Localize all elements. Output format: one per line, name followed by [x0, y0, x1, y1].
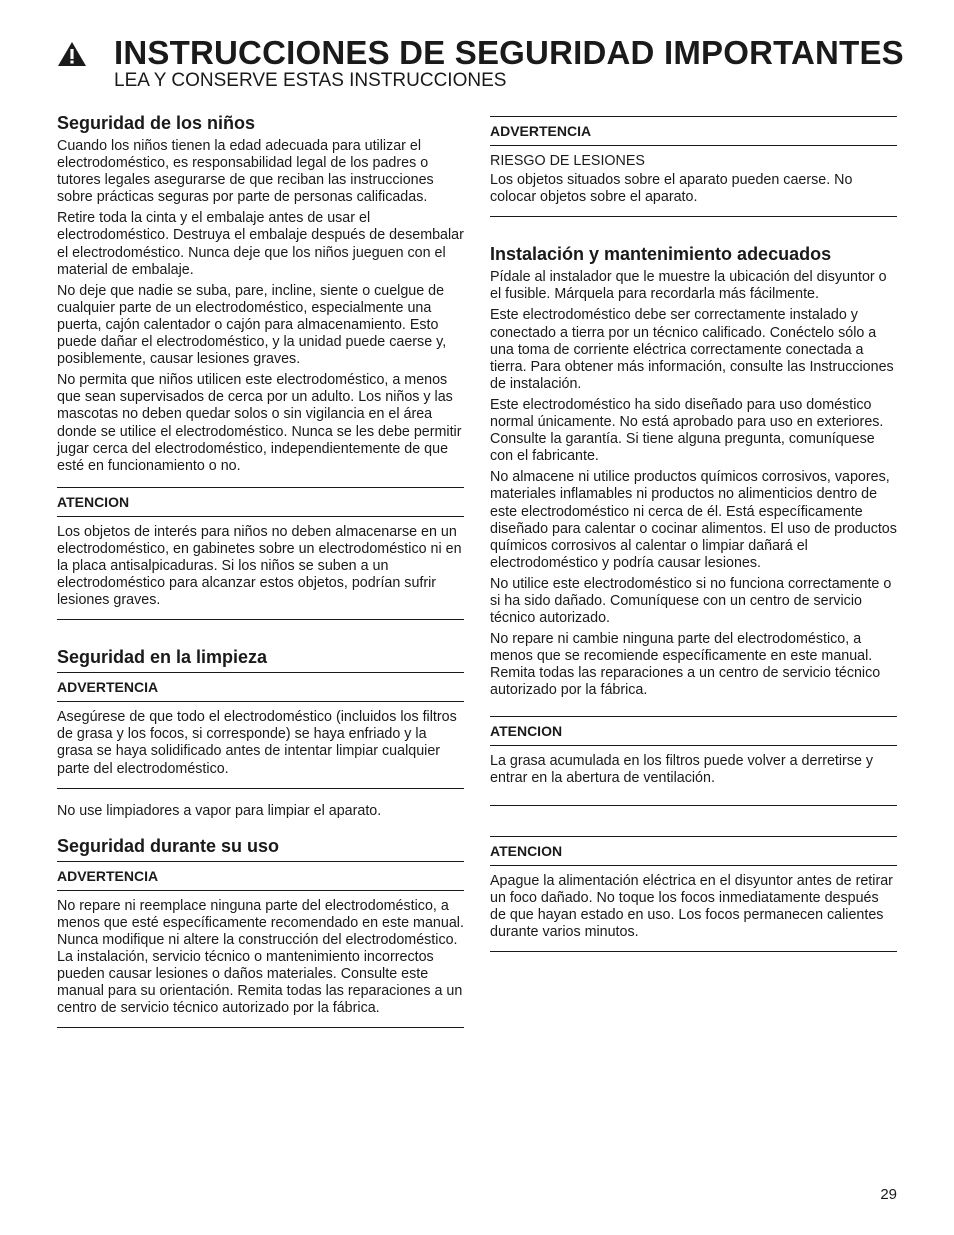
caution-label: ATENCION	[490, 837, 897, 866]
warning-triangle-icon	[57, 41, 87, 67]
caution-label: ATENCION	[57, 488, 464, 517]
paragraph: Este electrodoméstico ha sido diseñado para uso doméstico normal únicamente. No está aprobado para uso en exteriores. Consulte la garantía. Si tiene alguna pregunta, comuníquese con el fabricante.	[490, 396, 884, 465]
caution-text: La grasa acumulada en los filtros puede volver a derretirse y entrar en la abertura de ventilación.	[490, 752, 874, 786]
caution-box	[490, 836, 897, 952]
caution-box	[490, 716, 897, 806]
paragraph: No repare ni cambie ninguna parte del electrodoméstico, a menos que se recomiende específicamente en este manual. Remita todas las reparaciones a un centro de servicio técnico autorizado por la fábrica.	[490, 631, 881, 699]
warning-label: ADVERTENCIA	[57, 862, 464, 891]
paragraph: Retire toda la cinta y el embalaje antes de usar el electrodoméstico. Destruya el embalaje después de desembalar el electrodoméstico. Nunca deje que los niños jueguen con el material de embalaje.	[57, 210, 464, 278]
page-number: 29	[880, 1186, 897, 1203]
warning-subhead: RIESGO DE LESIONES	[490, 153, 645, 169]
right-column	[490, 116, 897, 952]
warning-label: ADVERTENCIA	[57, 673, 464, 702]
warning-text: No repare ni reemplace ninguna parte del electrodoméstico, a menos que esté específicamente recomendado en este manual. Nunca modifique ni altere la construcción del electrodoméstico. La instalación, servicio técnico o mantenimiento incorrectos pueden causar lesiones o daños materiales. Consulte este manual para su orientación. Remita todas las reparaciones a un centro de servicio técnico autorizado por la fábrica.	[57, 897, 464, 1017]
section-heading: Seguridad de los niños	[57, 113, 256, 133]
page-subtitle: LEA Y CONSERVE ESTAS INSTRUCCIONES	[114, 70, 507, 91]
section-child-safety	[57, 112, 464, 620]
paragraph: No almacene ni utilice productos químicos corrosivos, vapores, materiales inflamables ni productos no alimenticios dentro de este electrodoméstico ni cerca de él. Está específicamente diseñado para calentar o cocinar alimentos. El uso de productos químicos corrosivos al calentar o limpiar dañará el electrodoméstico y podría causar lesiones.	[490, 469, 897, 571]
section-cleaning-safety	[57, 646, 464, 819]
caution-label: ATENCION	[490, 717, 897, 746]
paragraph: Pídale al instalador que le muestre la ubicación del disyuntor o el fusible. Márquela para recordarla más fácilmente.	[490, 269, 887, 303]
warning-box	[490, 116, 897, 217]
left-column	[57, 112, 464, 1028]
warning-box	[57, 672, 464, 788]
paragraph: No utilice este electrodoméstico si no funciona correctamente o si ha sido dañado. Comuníquese con un centro de servicio técnico autorizado.	[490, 575, 892, 627]
section-use-safety	[57, 835, 464, 1029]
section-heading: Instalación y mantenimiento adecuados	[490, 244, 832, 265]
page-title: INSTRUCCIONES DE SEGURIDAD IMPORTANTES	[114, 34, 904, 71]
paragraph: No permita que niños utilicen este electrodoméstico, a menos que sean supervisados de cerca por un adulto. Los niños y las mascotas no deben quedar solos o sin vigilancia en el área donde se utilice el electrodoméstico. Nunca se les debe permitir jugar cerca del electrodoméstico, independientemente de que esté en funcionamiento o no.	[57, 372, 462, 474]
caution-box	[57, 487, 464, 620]
paragraph: No use limpiadores a vapor para limpiar el aparato.	[57, 802, 382, 819]
warning-label: ADVERTENCIA	[490, 117, 897, 146]
paragraph: Este electrodoméstico debe ser correctamente instalado y conectado a tierra por un técnico calificado. Conéctelo sólo a una toma de corriente eléctrica correctamente conectada a tierra. Para obtener más información, consulte las Instrucciones de instalación.	[490, 307, 894, 392]
caution-text: Los objetos de interés para niños no deben almacenarse en un electrodoméstico, en gabinetes sobre un electrodoméstico ni en la placa antisalpicaduras. Si los niños se suben a un electrodoméstico para alcanzar estos objetos, podrían sufrir lesiones graves.	[57, 523, 462, 609]
section-heading: Seguridad en la limpieza	[57, 647, 268, 668]
caution-text: Apague la alimentación eléctrica en el disyuntor antes de retirar un foco dañado. No toque los focos inmediatamente después de que hayan estado en uso. Los focos permanecen calientes durante varios minutos.	[490, 872, 893, 940]
warning-text: Asegúrese de que todo el electrodoméstico (incluidos los filtros de grasa y los focos, si corresponde) se haya enfriado y la grasa se haya solidificado antes de intentar limpiar cualquier parte del electrodoméstico.	[57, 709, 457, 777]
paragraph: Cuando los niños tienen la edad adecuada para utilizar el electrodoméstico, es responsabilidad legal de los padres o tutores legales asegurarse de que reciban las instrucciones sobre prácticas seguras por parte de personas calificadas.	[57, 138, 434, 206]
warning-text: Los objetos situados sobre el aparato pueden caerse. No colocar objetos sobre el aparato.	[490, 172, 853, 206]
section-installation	[490, 243, 897, 699]
section-heading: Seguridad durante su uso	[57, 835, 280, 856]
warning-box	[57, 861, 464, 1029]
paragraph: No deje que nadie se suba, pare, incline, siente o cuelgue de cualquier parte de un electrodoméstico, especialmente una puerta, cajón calentador o cajón para almacenamiento. Esto puede dañar el electrodoméstico, y la unidad puede caerse y, posiblemente, causar lesiones graves.	[57, 282, 447, 368]
